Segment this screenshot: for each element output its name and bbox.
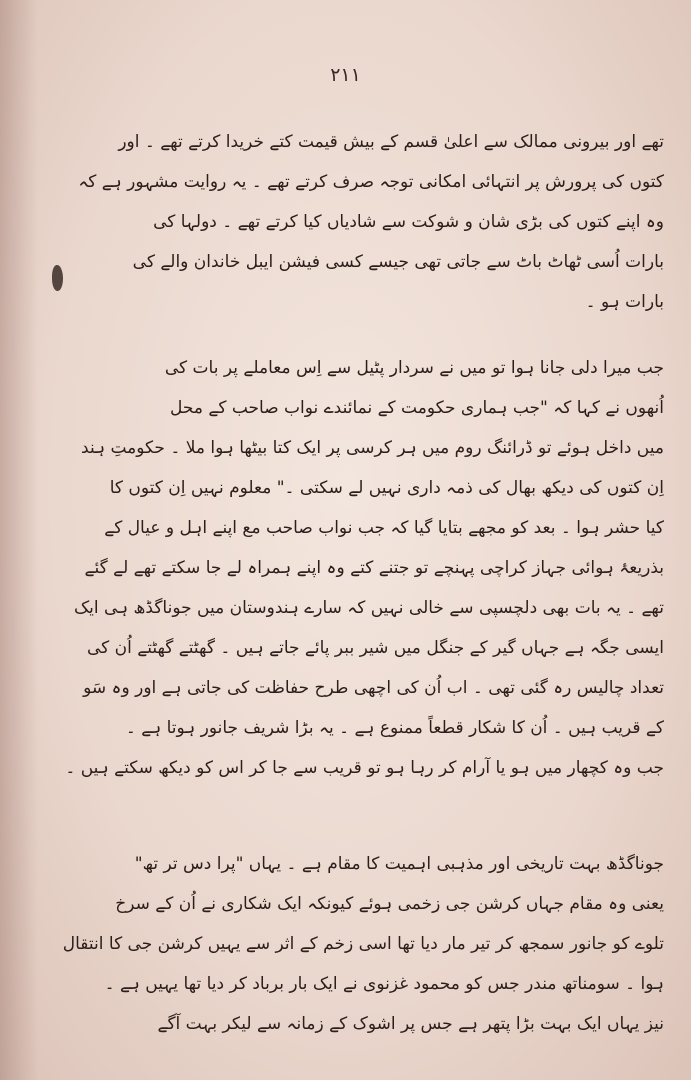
text-line: جوناگڈھ بہت تاریخی اور مذہبی اہمیت کا مقام ہے ۔ یہاں "پرا دس تر تھ" bbox=[134, 854, 664, 874]
text-line: یعنی وہ مقام جہاں کرشن جی زخمی ہوئے کیونکہ ایک شکاری نے اُن کے سرخ bbox=[115, 894, 664, 914]
text-line: اُنھوں نے کہا کہ "جب ہماری حکومت کے نمائندے نواب صاحب کے محل bbox=[170, 398, 664, 418]
text-line: کیا حشر ہوا ۔ بعد کو مجھے بتایا گیا کہ جب نواب صاحب مع اپنے اہل و عیال کے bbox=[104, 518, 664, 538]
paragraph-2 bbox=[42, 348, 664, 788]
text-line: بارات ہو ۔ bbox=[585, 292, 664, 312]
text-line: کے قریب ہیں ۔ اُن کا شکار قطعاً ممنوع ہے ۔ یہ بڑا شریف جانور ہوتا ہے ۔ bbox=[125, 718, 664, 738]
text-line: اِن کتوں کی دیکھ بھال کی ذمہ داری نہیں لے سکتی ۔" معلوم نہیں اِن کتوں کا bbox=[109, 478, 664, 498]
text-line: ہوا ۔ سومناتھ مندر جس کو محمود غزنوی نے ایک بار برباد کر دیا تھا یہیں ہے ۔ bbox=[104, 974, 664, 994]
text-line: ایسی جگہ ہے جہاں گیر کے جنگل میں شیر ببر پائے جاتے ہیں ۔ گھٹتے گھٹتے اُن کی bbox=[86, 638, 664, 658]
paragraph-3 bbox=[42, 844, 664, 1044]
text-line: جب وہ کچھار میں ہو یا آرام کر رہا ہو تو قریب سے جا کر اس کو دیکھ سکتے ہیں ۔ bbox=[65, 758, 664, 778]
text-line: کتوں کی پرورش پر انتہائی امکانی توجہ صرف کرتے تھے ۔ یہ روایت مشہور ہے کہ bbox=[78, 172, 664, 192]
text-line: تھے اور بیرونی ممالک سے اعلیٰ قسم کے بیش قیمت کتے خریدا کرتے تھے ۔ اور bbox=[118, 132, 664, 152]
text-line: نیز یہاں ایک بہت بڑا پتھر ہے جس پر اشوک کے زمانہ سے لیکر بہت آگے bbox=[157, 1014, 664, 1034]
text-line: تعداد چالیس رہ گئی تھی ۔ اب اُن کی اچھی طرح حفاظت کی جاتی ہے اور وہ سَو bbox=[83, 678, 664, 698]
text-line: بارات اُسی ٹھاٹ باٹ سے جاتی تھی جیسے کسی فیشن ایبل خاندان والے کی bbox=[132, 252, 664, 272]
text-line: جب میرا دلی جانا ہوا تو میں نے سردار پٹیل سے اِس معاملے پر بات کی bbox=[164, 358, 664, 378]
text-line: وہ اپنے کتوں کی بڑی شان و شوکت سے شادیاں کیا کرتے تھے ۔ دولہا کی bbox=[153, 212, 664, 232]
text-line: بذریعۂ ہوائی جہاز کراچی پہنچے تو جتنے کتے وہ اپنے ہمراہ لے جا سکتے تھے لے گئے bbox=[84, 558, 664, 578]
text-line: تھے ۔ یہ بات بھی دلچسپی سے خالی نہیں کہ سارے ہندوستان میں جوناگڈھ ہی ایک bbox=[73, 598, 664, 618]
page-fold-shadow bbox=[0, 0, 38, 1080]
text-line: میں داخل ہوئے تو ڈرائنگ روم میں ہر کرسی پر ایک کتا بیٹھا ہوا ملا ۔ حکومتِ ہند bbox=[81, 438, 664, 458]
text-line: تلوے کو جانور سمجھ کر تیر مار دیا تھا اسی زخم کے اثر سے یہیں کرشن جی کا انتقال bbox=[62, 934, 664, 954]
paragraph-1 bbox=[42, 122, 664, 322]
page-number: ۲۱۱ bbox=[330, 64, 361, 86]
